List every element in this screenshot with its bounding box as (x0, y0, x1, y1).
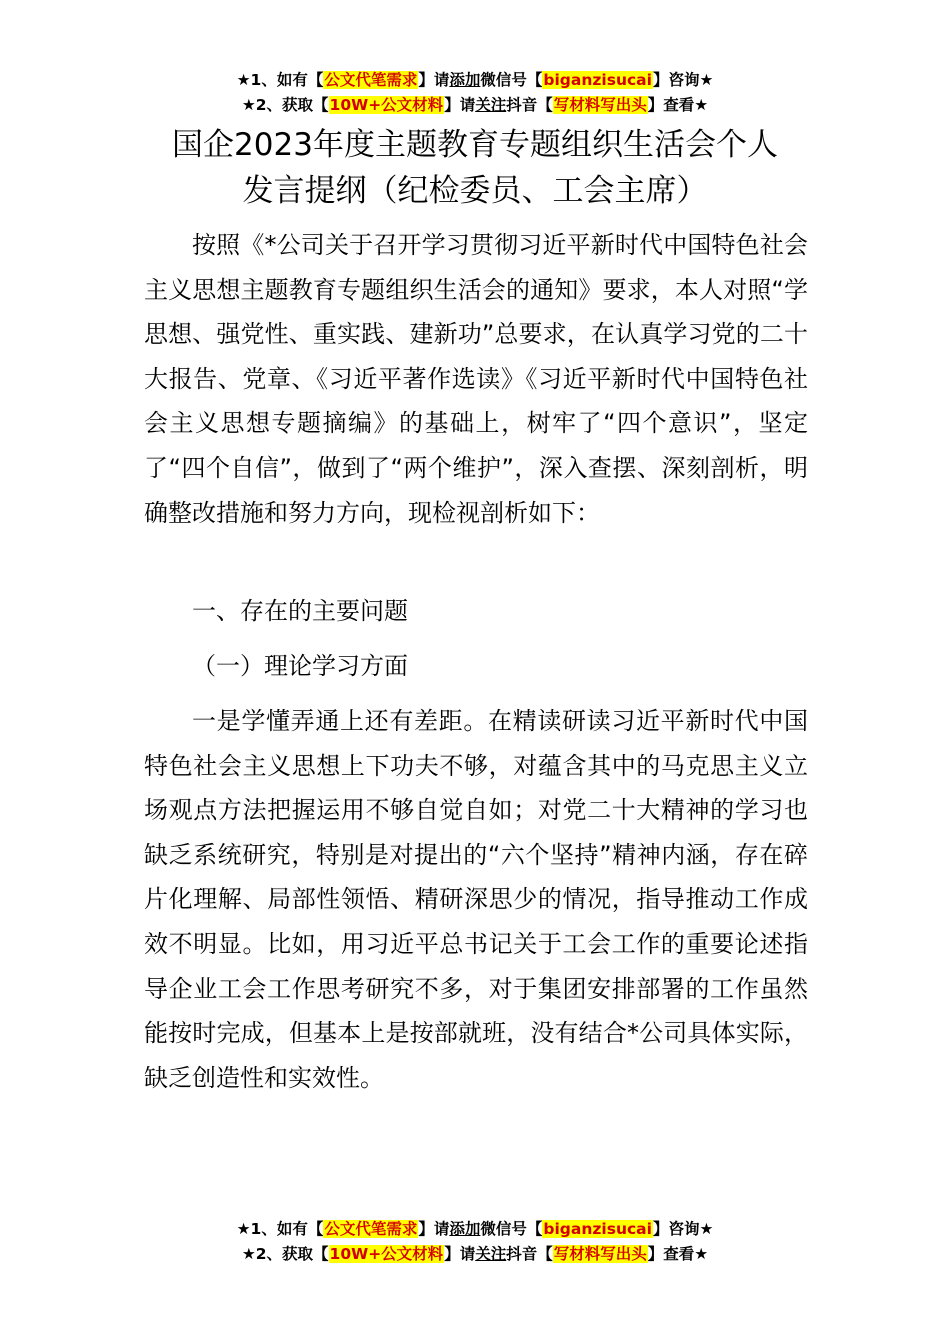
star-icon: ★ (699, 1220, 714, 1238)
highlight-douyin-account: 写材料写出头 (553, 96, 647, 114)
star-icon: ★ (241, 1245, 256, 1263)
intro-paragraph: 按照《*公司关于召开学习贯彻习近平新时代中国特色社会主义思想主题教育专题组织生活会的通知》要求，本人对照“学思想、强党性、重实践、建新功”总要求，在认真学习党的二十大报告、党章、《习近平著作选读》《习近平新时代中国特色社会主义思想专题摘编》的基础上，树牢了“四个意识”，坚定了“四个自信”，做到了“两个维护”，深入查摆、深刻剖析，明确整改措施和努力方向，现检视剖析如下： (144, 231, 808, 527)
highlight-wechat-id: biganzisucai (543, 1220, 652, 1238)
document-title (0, 122, 950, 214)
subsection-heading: （一）理论学习方面 (192, 652, 408, 680)
banner-line-2: ★2、获取【10W+公文材料】请关注抖音【写材料写出头】查看★ (241, 1245, 709, 1263)
highlight-service: 公文代笔需求 (324, 71, 418, 89)
highlight-materials: 10W+公文材料 (329, 96, 444, 114)
footer-banner (0, 1217, 950, 1267)
star-icon: ★ (694, 96, 709, 114)
star-icon: ★ (236, 1220, 251, 1238)
body-paragraph: 一是学懂弄通上还有差距。在精读研读习近平新时代中国特色社会主义思想上下功夫不够，对蕴含其中的马克思主义立场观点方法把握运用不够自觉自如；对党二十大精神的学习也缺乏系统研究，特别是对提出的“六个坚持”精神内涵，存在碎片化理解、局部性领悟、精研深思少的情况，指导推动工作成效不明显。比如，用习近平总书记关于工会工作的重要论述指导企业工会工作思考研究不多，对于集团安排部署的工作虽然能按时完成，但基本上是按部就班，没有结合*公司具体实际，缺乏创造性和实效性。 (144, 707, 808, 1092)
highlight-service: 公文代笔需求 (324, 1220, 418, 1238)
header-banner (0, 68, 950, 118)
banner-line-2: ★2、获取【10W+公文材料】请关注抖音【写材料写出头】查看★ (241, 96, 709, 114)
star-icon: ★ (699, 71, 714, 89)
star-icon: ★ (694, 1245, 709, 1263)
star-icon: ★ (236, 71, 251, 89)
highlight-douyin-account: 写材料写出头 (553, 1245, 647, 1263)
highlight-materials: 10W+公文材料 (329, 1245, 444, 1263)
banner-line-1: ★1、如有【公文代笔需求】请添加微信号【biganzisucai】咨询★ (236, 71, 714, 89)
section-heading: 一、存在的主要问题 (192, 597, 408, 625)
banner-line-1: ★1、如有【公文代笔需求】请添加微信号【biganzisucai】咨询★ (236, 1220, 714, 1238)
title-line-1: 国企2023年度主题教育专题组织生活会个人 (172, 127, 778, 163)
star-icon: ★ (241, 96, 256, 114)
highlight-wechat-id: biganzisucai (543, 71, 652, 89)
title-line-2: 发言提纲（纪检委员、工会主席） (242, 173, 708, 209)
